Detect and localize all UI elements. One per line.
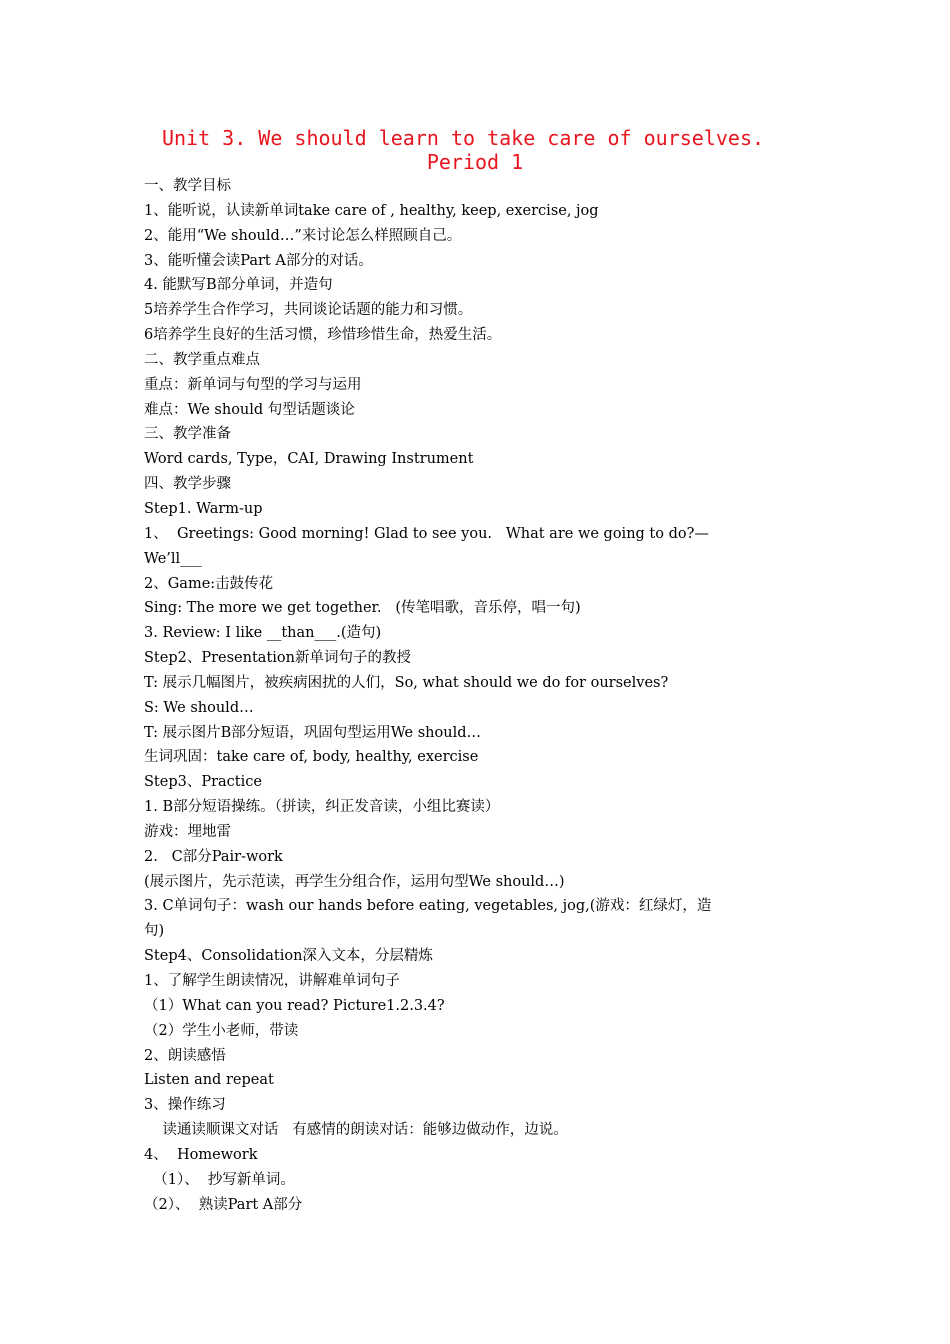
text-line: （1）、 抄写新单词。 bbox=[144, 1171, 295, 1188]
text-line: T: 展示图片B部分短语，巩固句型运用We should… bbox=[144, 724, 481, 741]
text-line: 读通读顺课文对话 有感情的朗读对话：能够边做动作，边说。 bbox=[144, 1122, 568, 1139]
text-line: 句) bbox=[144, 923, 165, 940]
text-line: 三、教学准备 bbox=[144, 426, 231, 443]
text-line: 1. B部分短语操练。（拼读，纠正发音读，小组比赛读） bbox=[144, 799, 500, 816]
text-line: Step2、Presentation新单词句子的教授 bbox=[144, 650, 411, 667]
text-line: S: We should… bbox=[144, 699, 254, 716]
text-line: 游戏：埋地雷 bbox=[144, 823, 231, 840]
text-line: 1、了解学生朗读情况，讲解难单词句子 bbox=[144, 973, 400, 989]
text-line: 重点：新单词与句型的学习与运用 bbox=[144, 376, 362, 393]
text-line: 2、能用“We should…”来讨论怎么样照顾自己。 bbox=[144, 227, 462, 244]
text-line: T: 展示几幅图片，被疾病困扰的人们，So, what should we do for ourselves? bbox=[144, 674, 669, 691]
text-line: 2、朗读感悟 bbox=[144, 1047, 226, 1064]
text-line: 1、 Greetings: Good morning! Glad to see you. What are we going to do?— bbox=[144, 525, 709, 542]
text-line: （2）、 熟读Part A部分 bbox=[144, 1196, 303, 1213]
text-line: 3、操作练习 bbox=[144, 1097, 226, 1114]
text-line: 难点：We should 句型话题谈论 bbox=[144, 401, 355, 418]
document-body bbox=[144, 174, 804, 1217]
text-line: 3. C单词句子：wash our hands before eating, vegetables, jog,(游戏：红绿灯，造 bbox=[144, 898, 712, 915]
text-line: Step1. Warm-up bbox=[144, 500, 263, 517]
text-line: We’ll___ bbox=[144, 550, 202, 567]
text-line: （1）What can you read? Picture1.2.3.4? bbox=[144, 997, 445, 1014]
text-line: 3、能听懂会读Part A部分的对话。 bbox=[144, 252, 373, 269]
text-line: （2）学生小老师，带读 bbox=[144, 1022, 299, 1039]
text-line: Listen and repeat bbox=[144, 1072, 274, 1089]
text-line: (展示图片，先示范读，再学生分组合作，运用句型We should…) bbox=[144, 873, 565, 890]
text-line: 一、教学目标 bbox=[144, 178, 231, 194]
document-title: Unit 3. We should learn to take care of ourselves. bbox=[161, 126, 765, 150]
text-line: 5培养学生合作学习，共同谈论话题的能力和习惯。 bbox=[144, 302, 473, 319]
text-line: 2、Game:击鼓传花 bbox=[144, 575, 274, 592]
text-line: 生词巩固：take care of, body, healthy, exercise bbox=[144, 749, 479, 766]
text-line: 4. 能默写B部分单词，并造句 bbox=[144, 277, 333, 294]
text-line: 4、 Homework bbox=[144, 1146, 258, 1163]
text-line: Step3、Practice bbox=[144, 774, 262, 791]
text-line: 四、教学步骤 bbox=[144, 476, 231, 493]
text-line: 2. C部分Pair-work bbox=[144, 848, 283, 865]
text-line: Step4、Consolidation深入文本，分层精炼 bbox=[144, 948, 433, 965]
text-line: Sing: The more we get together. (传笔唱歌，音乐停，唱一句) bbox=[144, 600, 581, 617]
text-line: 二、教学重点难点 bbox=[144, 351, 260, 368]
text-line: 1、能听说，认读新单词take care of , healthy, keep, exercise, jog bbox=[144, 202, 599, 219]
document-subtitle-period: Period 1 bbox=[426, 150, 524, 174]
text-line: 3. Review: I like __than___.(造句) bbox=[144, 625, 382, 642]
text-line: 6培养学生良好的生活习惯，珍惜珍惜生命，热爱生活。 bbox=[144, 327, 502, 344]
text-line: Word cards, Type，CAI, Drawing Instrument bbox=[144, 451, 474, 468]
